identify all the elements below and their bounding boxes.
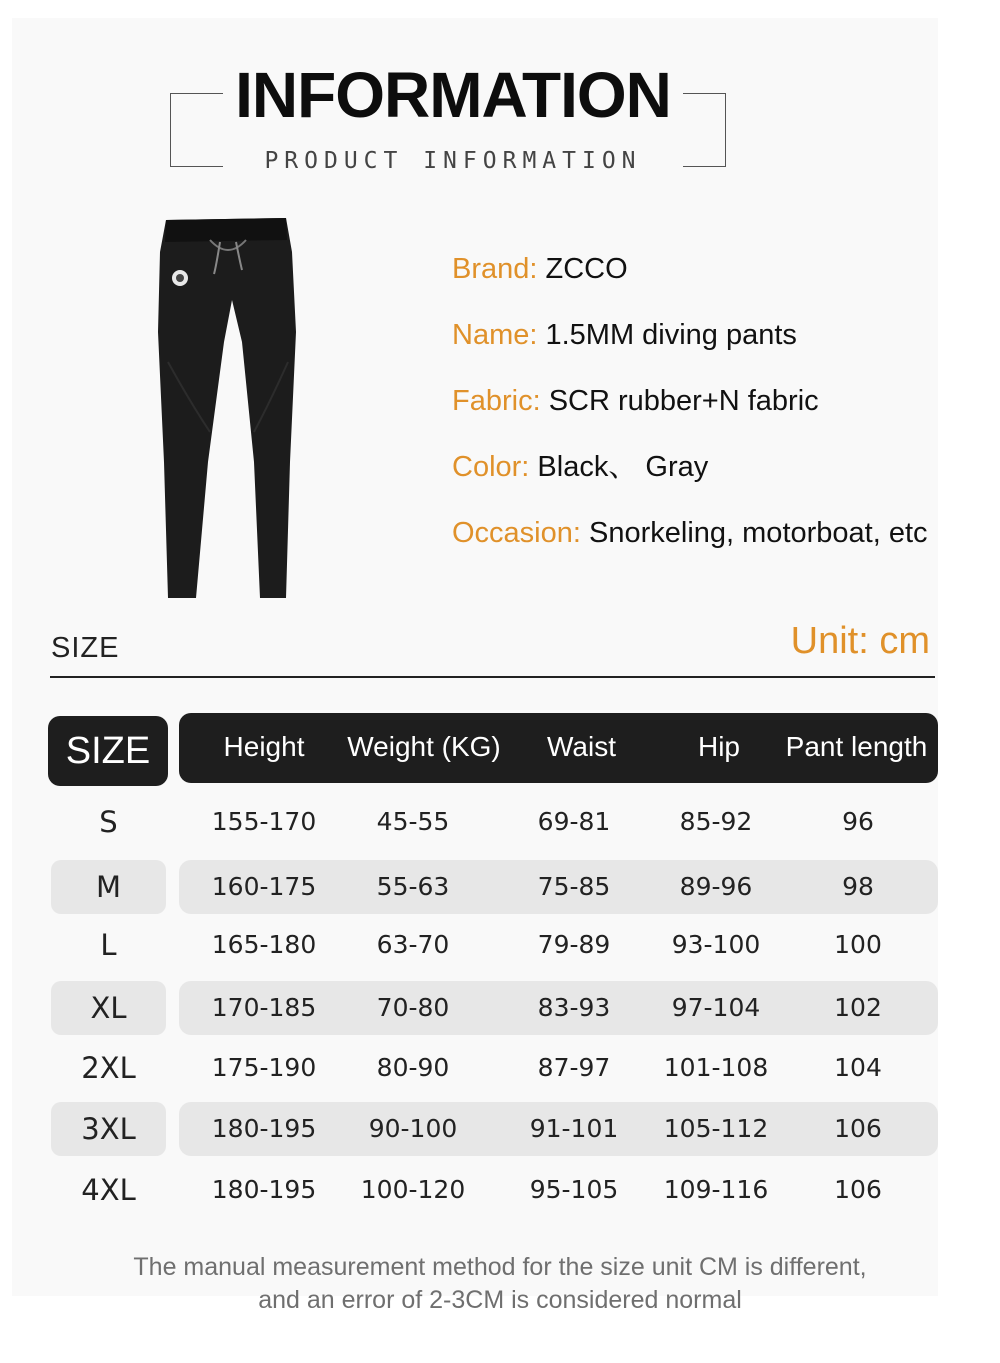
waist-cell: 79-89 [537,930,611,959]
pant-length-cell: 98 [842,872,874,901]
table-row [0,795,1000,849]
waist-cell: 91-101 [529,1114,619,1143]
size-cell: 4XL [81,1173,136,1207]
info-key: Color: [452,451,530,483]
info-key: Occasion: [452,517,581,549]
size-cell: XL [90,991,127,1025]
size-section-heading: SIZE [51,632,120,664]
info-occasion [452,512,928,578]
weight-cell: 90-100 [368,1114,458,1143]
column-header-waist: Waist [547,731,616,762]
hip-cell: 105-112 [663,1114,769,1143]
size-column-header: SIZE [48,716,168,786]
size-cell: 3XL [81,1112,136,1146]
pant-length-cell: 96 [842,807,874,836]
table-row [0,1163,1000,1217]
hip-cell: 109-116 [663,1175,769,1204]
page-title: INFORMATION [235,59,671,131]
page-subtitle: PRODUCT INFORMATION [264,148,642,174]
measurement-note-line2: and an error of 2-3CM is considered normal [258,1286,742,1314]
pant-length-cell: 100 [834,930,882,959]
divider [50,676,935,678]
table-row [0,981,1000,1035]
table-row [0,1102,1000,1156]
weight-cell: 63-70 [376,930,450,959]
column-header-height: Height [223,731,305,762]
column-header-pant-length: Pant length [785,731,928,762]
height-cell: 180-195 [211,1114,317,1143]
table-row [0,918,1000,972]
height-cell: 160-175 [211,872,317,901]
height-cell: 165-180 [211,930,317,959]
measurement-note-line1: The manual measurement method for the size unit CM is different, [133,1253,867,1281]
size-cell: L [100,928,117,962]
hip-cell: 89-96 [679,872,753,901]
info-value: Black、 Gray [529,451,709,483]
info-brand [452,248,928,314]
weight-cell: 55-63 [376,872,450,901]
size-cell: S [99,805,118,839]
height-cell: 175-190 [211,1053,317,1082]
hip-cell: 85-92 [679,807,753,836]
hip-cell: 97-104 [671,993,761,1022]
table-row [0,860,1000,914]
pant-length-cell: 106 [834,1175,882,1204]
info-value: SCR rubber+N fabric [540,385,819,417]
weight-cell: 80-90 [376,1053,450,1082]
waist-cell: 95-105 [529,1175,619,1204]
weight-cell: 45-55 [376,807,450,836]
info-key: Fabric: [452,385,541,417]
header-frame-right [683,93,726,167]
product-info-list [452,248,928,578]
info-name [452,314,928,380]
info-value: ZCCO [537,253,628,285]
height-cell: 155-170 [211,807,317,836]
weight-cell: 100-120 [360,1175,466,1204]
info-color [452,446,928,512]
waist-cell: 69-81 [537,807,611,836]
column-header-weight: Weight (KG) [347,731,501,762]
size-cell: M [95,870,122,904]
black-diving-pants-image [150,212,310,604]
info-key: Brand: [452,253,538,285]
table-header [179,713,938,783]
column-header-hip: Hip [697,731,740,762]
info-fabric [452,380,928,446]
waist-cell: 83-93 [537,993,611,1022]
header-frame-left [170,93,223,167]
table-row [0,1041,1000,1095]
info-value: 1.5MM diving pants [537,319,797,351]
waist-cell: 87-97 [537,1053,611,1082]
unit-label: Unit: cm [790,620,930,662]
info-key: Name: [452,319,538,351]
pant-length-cell: 106 [834,1114,882,1143]
weight-cell: 70-80 [376,993,450,1022]
pant-length-cell: 104 [834,1053,882,1082]
pant-length-cell: 102 [834,993,882,1022]
waist-cell: 75-85 [537,872,611,901]
size-cell: 2XL [81,1051,136,1085]
hip-cell: 101-108 [663,1053,769,1082]
height-cell: 180-195 [211,1175,317,1204]
hip-cell: 93-100 [671,930,761,959]
height-cell: 170-185 [211,993,317,1022]
info-value: Snorkeling, motorboat, etc [580,517,928,549]
